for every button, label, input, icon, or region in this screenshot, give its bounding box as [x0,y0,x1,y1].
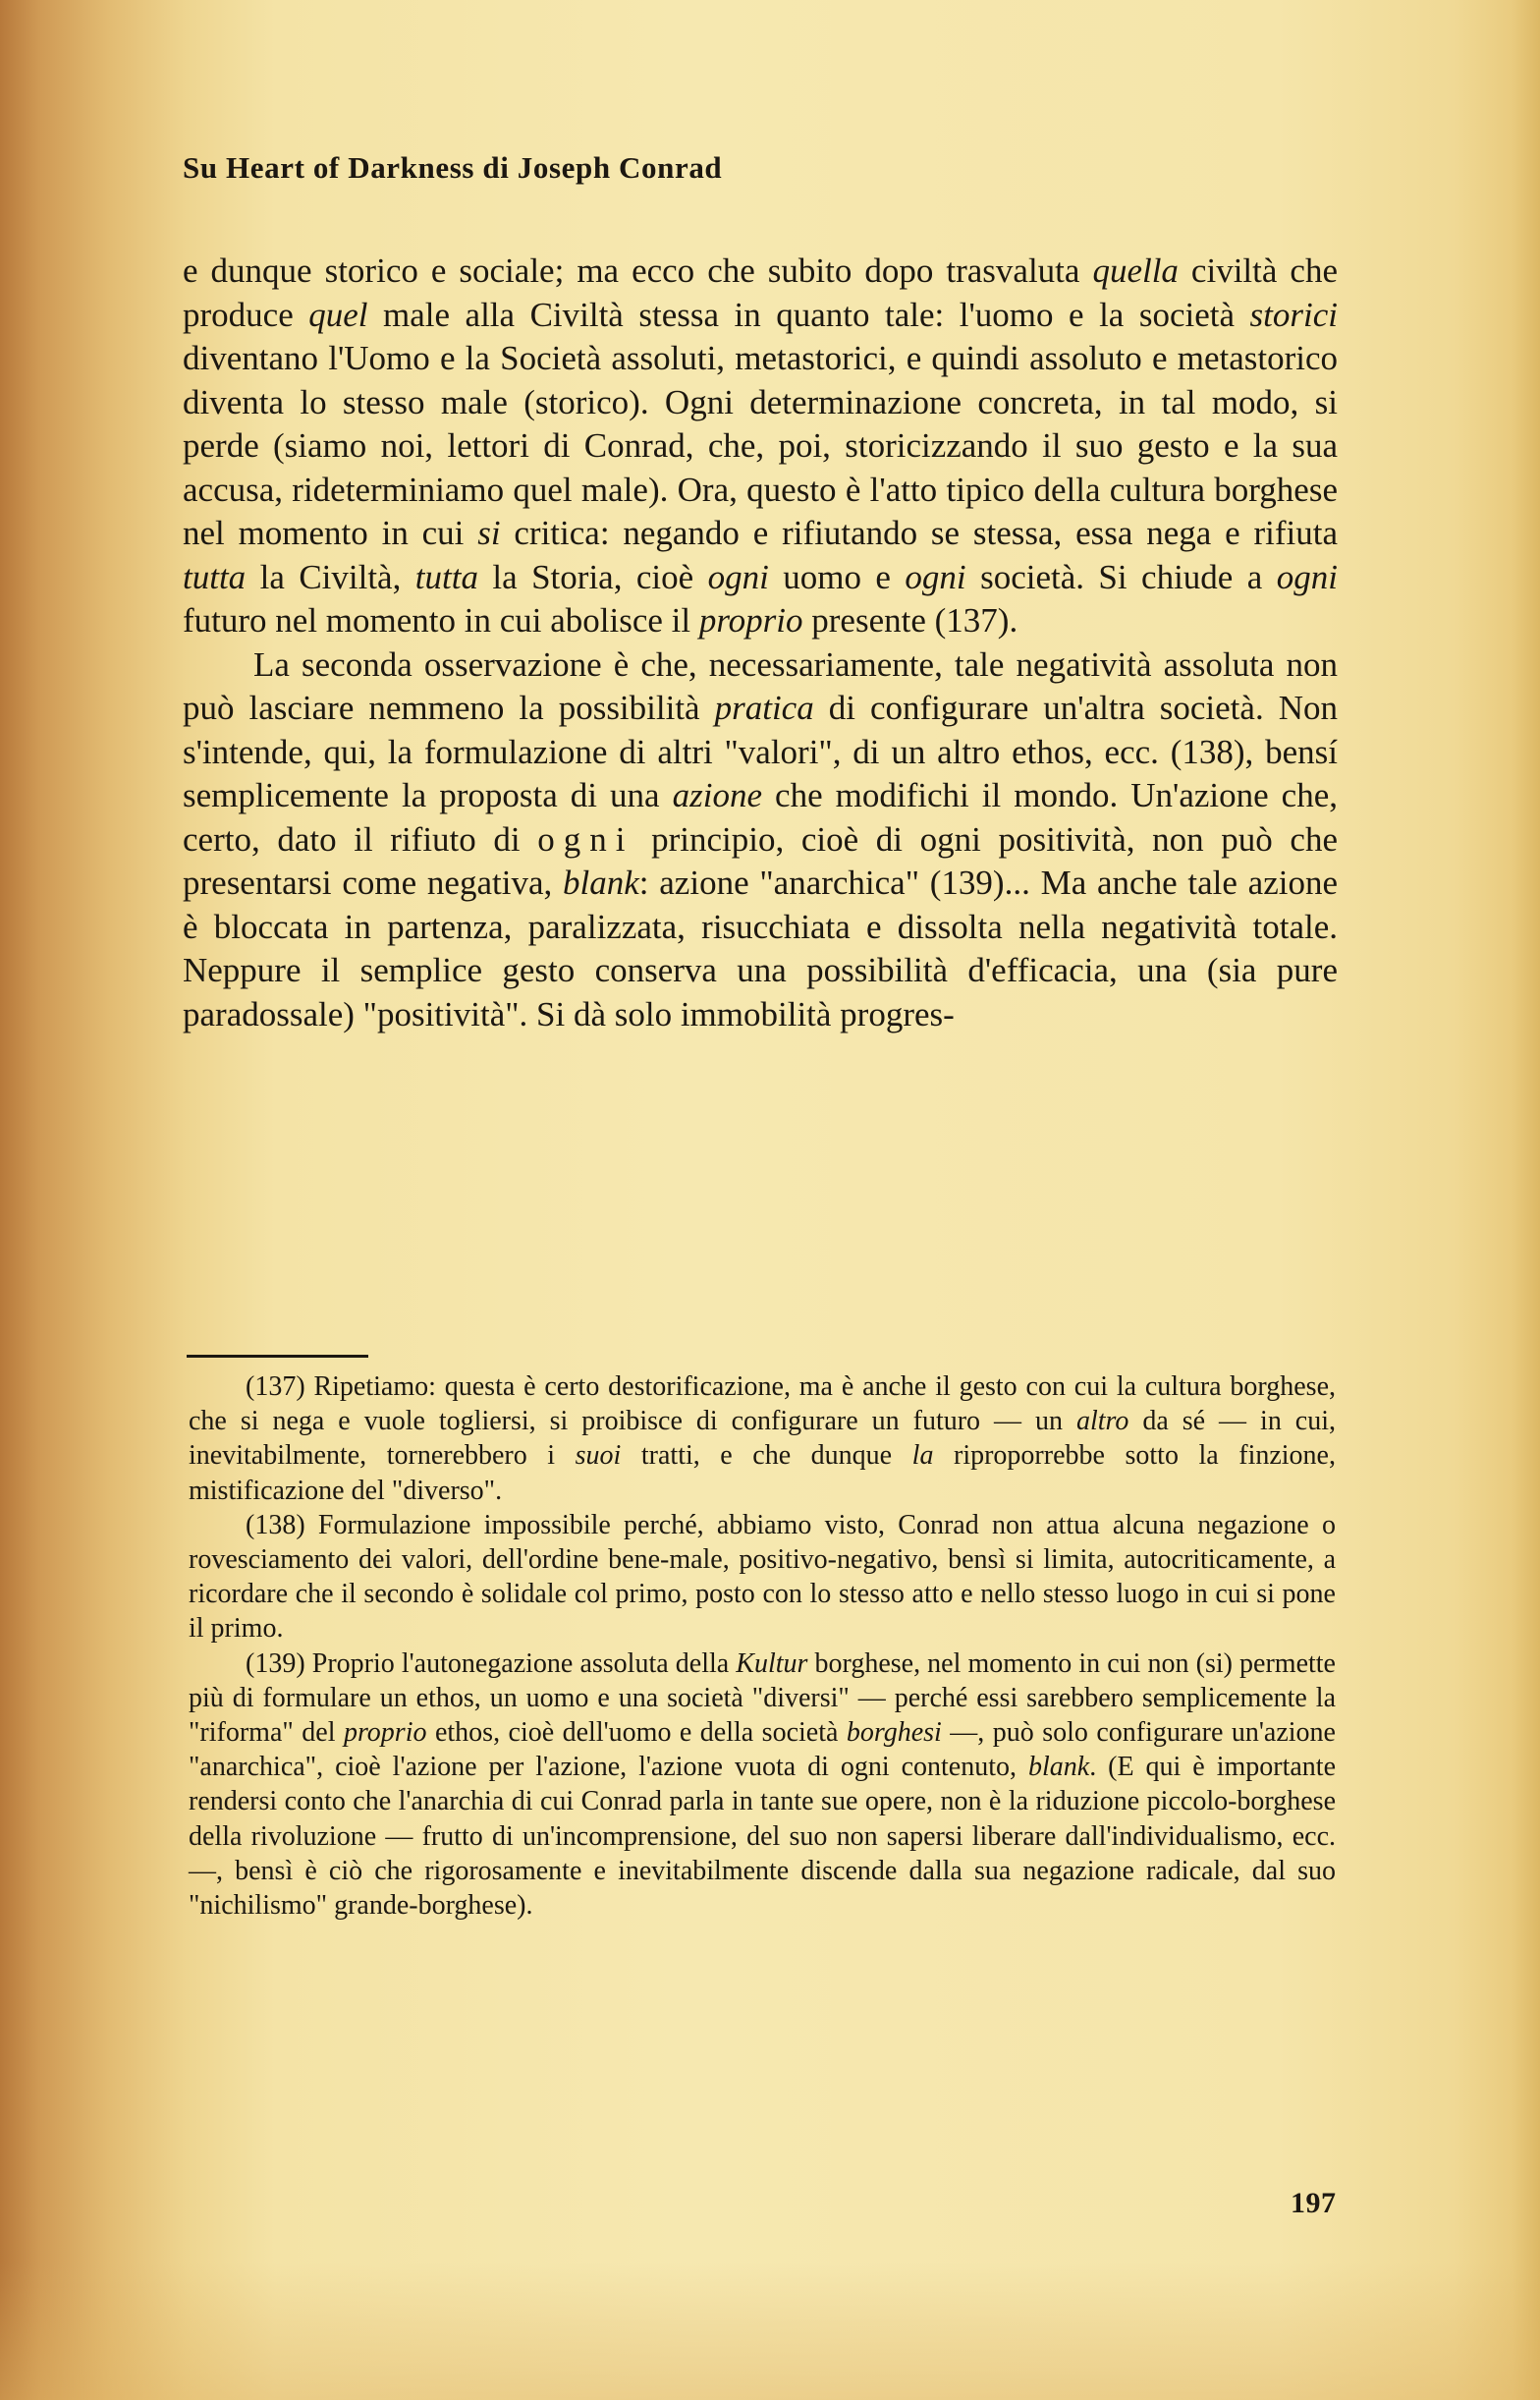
p2-italic: pratica [714,689,814,727]
p1-run: e dunque storico e sociale; ma ecco che subito dopo trasvaluta [183,251,1093,290]
footnote-rule [187,1355,368,1358]
p1-italic: tutta [183,557,247,596]
p2-run: di configurare un'altra società. Non s'intende, qui, la formulazione di altri "valori", di un altro ethos, ecc. (138), bensí semplicemente la proposta di una [183,689,1338,814]
p1-italic: ogni [707,557,769,596]
fn139-italic: borghesi [846,1717,942,1749]
p2-italic: blank [563,864,639,902]
p1-run: uomo e [768,557,906,596]
p1-italic: si [477,514,501,552]
main-text [183,250,1338,1036]
p1-italic: storici [1249,295,1338,334]
footnotes [189,1369,1336,1923]
p1-italic: quel [308,295,368,334]
p2-spaced: ogni [537,819,634,859]
p1-italic: ogni [905,557,966,596]
fn139-italic: blank [1027,1752,1090,1783]
p1-run: la Storia, cioè [477,557,708,596]
fn137-italic: la [911,1440,934,1472]
p1-run: presente (137). [802,601,1018,640]
p1-run: civiltà che produce [183,251,1338,334]
footnote-138 [189,1508,1336,1647]
p1-run: male alla Civiltà stessa in quanto tale: l'uomo e la società [367,295,1250,334]
running-head: Su Heart of Darkness di Joseph Conrad [183,150,723,185]
fn137-run: tratti, e che dunque [621,1440,912,1472]
p1-italic: ogni [1276,557,1338,596]
p1-run: critica: negando e rifiutando se stessa, essa nega e rifiuta [500,514,1338,552]
fn139-run: (139) Proprio l'autonegazione assoluta della [246,1647,737,1679]
fn137-italic: suoi [575,1440,622,1472]
p1-run: diventano l'Uomo e la Società assoluti, metastorici, e quindi assoluto e metastorico diventa lo stesso male (storico). Ogni determinazione concreta, in tal modo, si perde (siamo noi, lettori di Conrad, che, poi, storicizzando il suo gesto e la sua accusa, rideterminiamo quel male). Ora, questo è l'atto tipico della cultura borghese nel momento in cui [183,339,1338,552]
p1-italic: quella [1092,251,1179,290]
footnote-139 [189,1647,1336,1924]
p2-run: : azione "anarchica" (139)... Ma anche tale azione è bloccata in partenza, paralizzata, risucchiata e dissolta nella negatività totale. Neppure il semplice gesto conserva una possibilità d'efficacia, una (sia pure paradossale) "positività". Si dà solo immobilità progres- [183,864,1338,1033]
page-number: 197 [1291,2187,1337,2219]
fn139-italic: proprio [343,1717,427,1749]
fn139-run: . (E qui è importante rendersi conto che l'anarchia di cui Conrad parla in tante sue opere, non è la riduzione piccolo-borghese della rivoluzione — frutto di un'incomprensione, del suo non sapersi liberare dall'individualismo, ecc. —, bensì è ciò che rigorosamente e inevitabilmente discende dalla sua negazione radicale, dal suo "nichilismo" grande-borghese). [189,1752,1336,1922]
fn138-run: (138) Formulazione impossibile perché, abbiamo visto, Conrad non attua alcuna negazione o rovesciamento dei valori, dell'ordine bene-male, positivo-negativo, bensì si limita, autocriticamente, a ricordare che il secondo è solidale col primo, posto con lo stesso atto e nello stesso luogo in cui si pone il primo. [189,1509,1336,1645]
fn137-italic: altro [1075,1406,1129,1437]
fn139-run: borghese, nel momento in cui non (si) permette più di formulare un ethos, un uomo e una società "diversi" — perché essi sarebbero semplicemente la "riforma" del [189,1647,1336,1749]
p2-italic: azione [672,776,763,814]
p2-run: principio, cioè di ogni positività, non può che presentarsi come negativa, [183,819,1338,902]
p1-run: futuro nel momento in cui abolisce il [183,601,699,640]
p1-italic: tutta [414,557,478,596]
fn139-italic: Kultur [736,1647,808,1679]
p1-run: società. Si chiude a [965,557,1277,596]
fn137-run: (137) Ripetiamo: questa è certo destorificazione, ma è anche il gesto con cui la cultura borghese, che si nega e vuole togliersi, si proibisce di configurare un futuro — un [189,1371,1336,1437]
paragraph-1 [183,250,1338,643]
p1-run: la Civiltà, [246,557,415,596]
p1-italic: proprio [698,601,803,640]
fn137-run: da sé — in cui, inevitabilmente, tornerebbero i [189,1406,1336,1472]
p2-run: che modifichi il mondo. Un'azione che, certo, dato il rifiuto di [183,776,1339,859]
fn137-run: riproporrebbe sotto la finzione, mistificazione del "diverso". [189,1440,1336,1506]
fn139-run: —, può solo configurare un'azione "anarchica", cioè l'azione per l'azione, l'azione vuota di ogni contenuto, [189,1717,1336,1783]
footnote-137 [189,1369,1336,1508]
fn139-run: ethos, cioè dell'uomo e della società [426,1717,847,1749]
paragraph-2 [183,643,1338,1037]
p2-run: La seconda osservazione è che, necessariamente, tale negatività assoluta non può lasciare nemmeno la possibilità [183,644,1338,727]
